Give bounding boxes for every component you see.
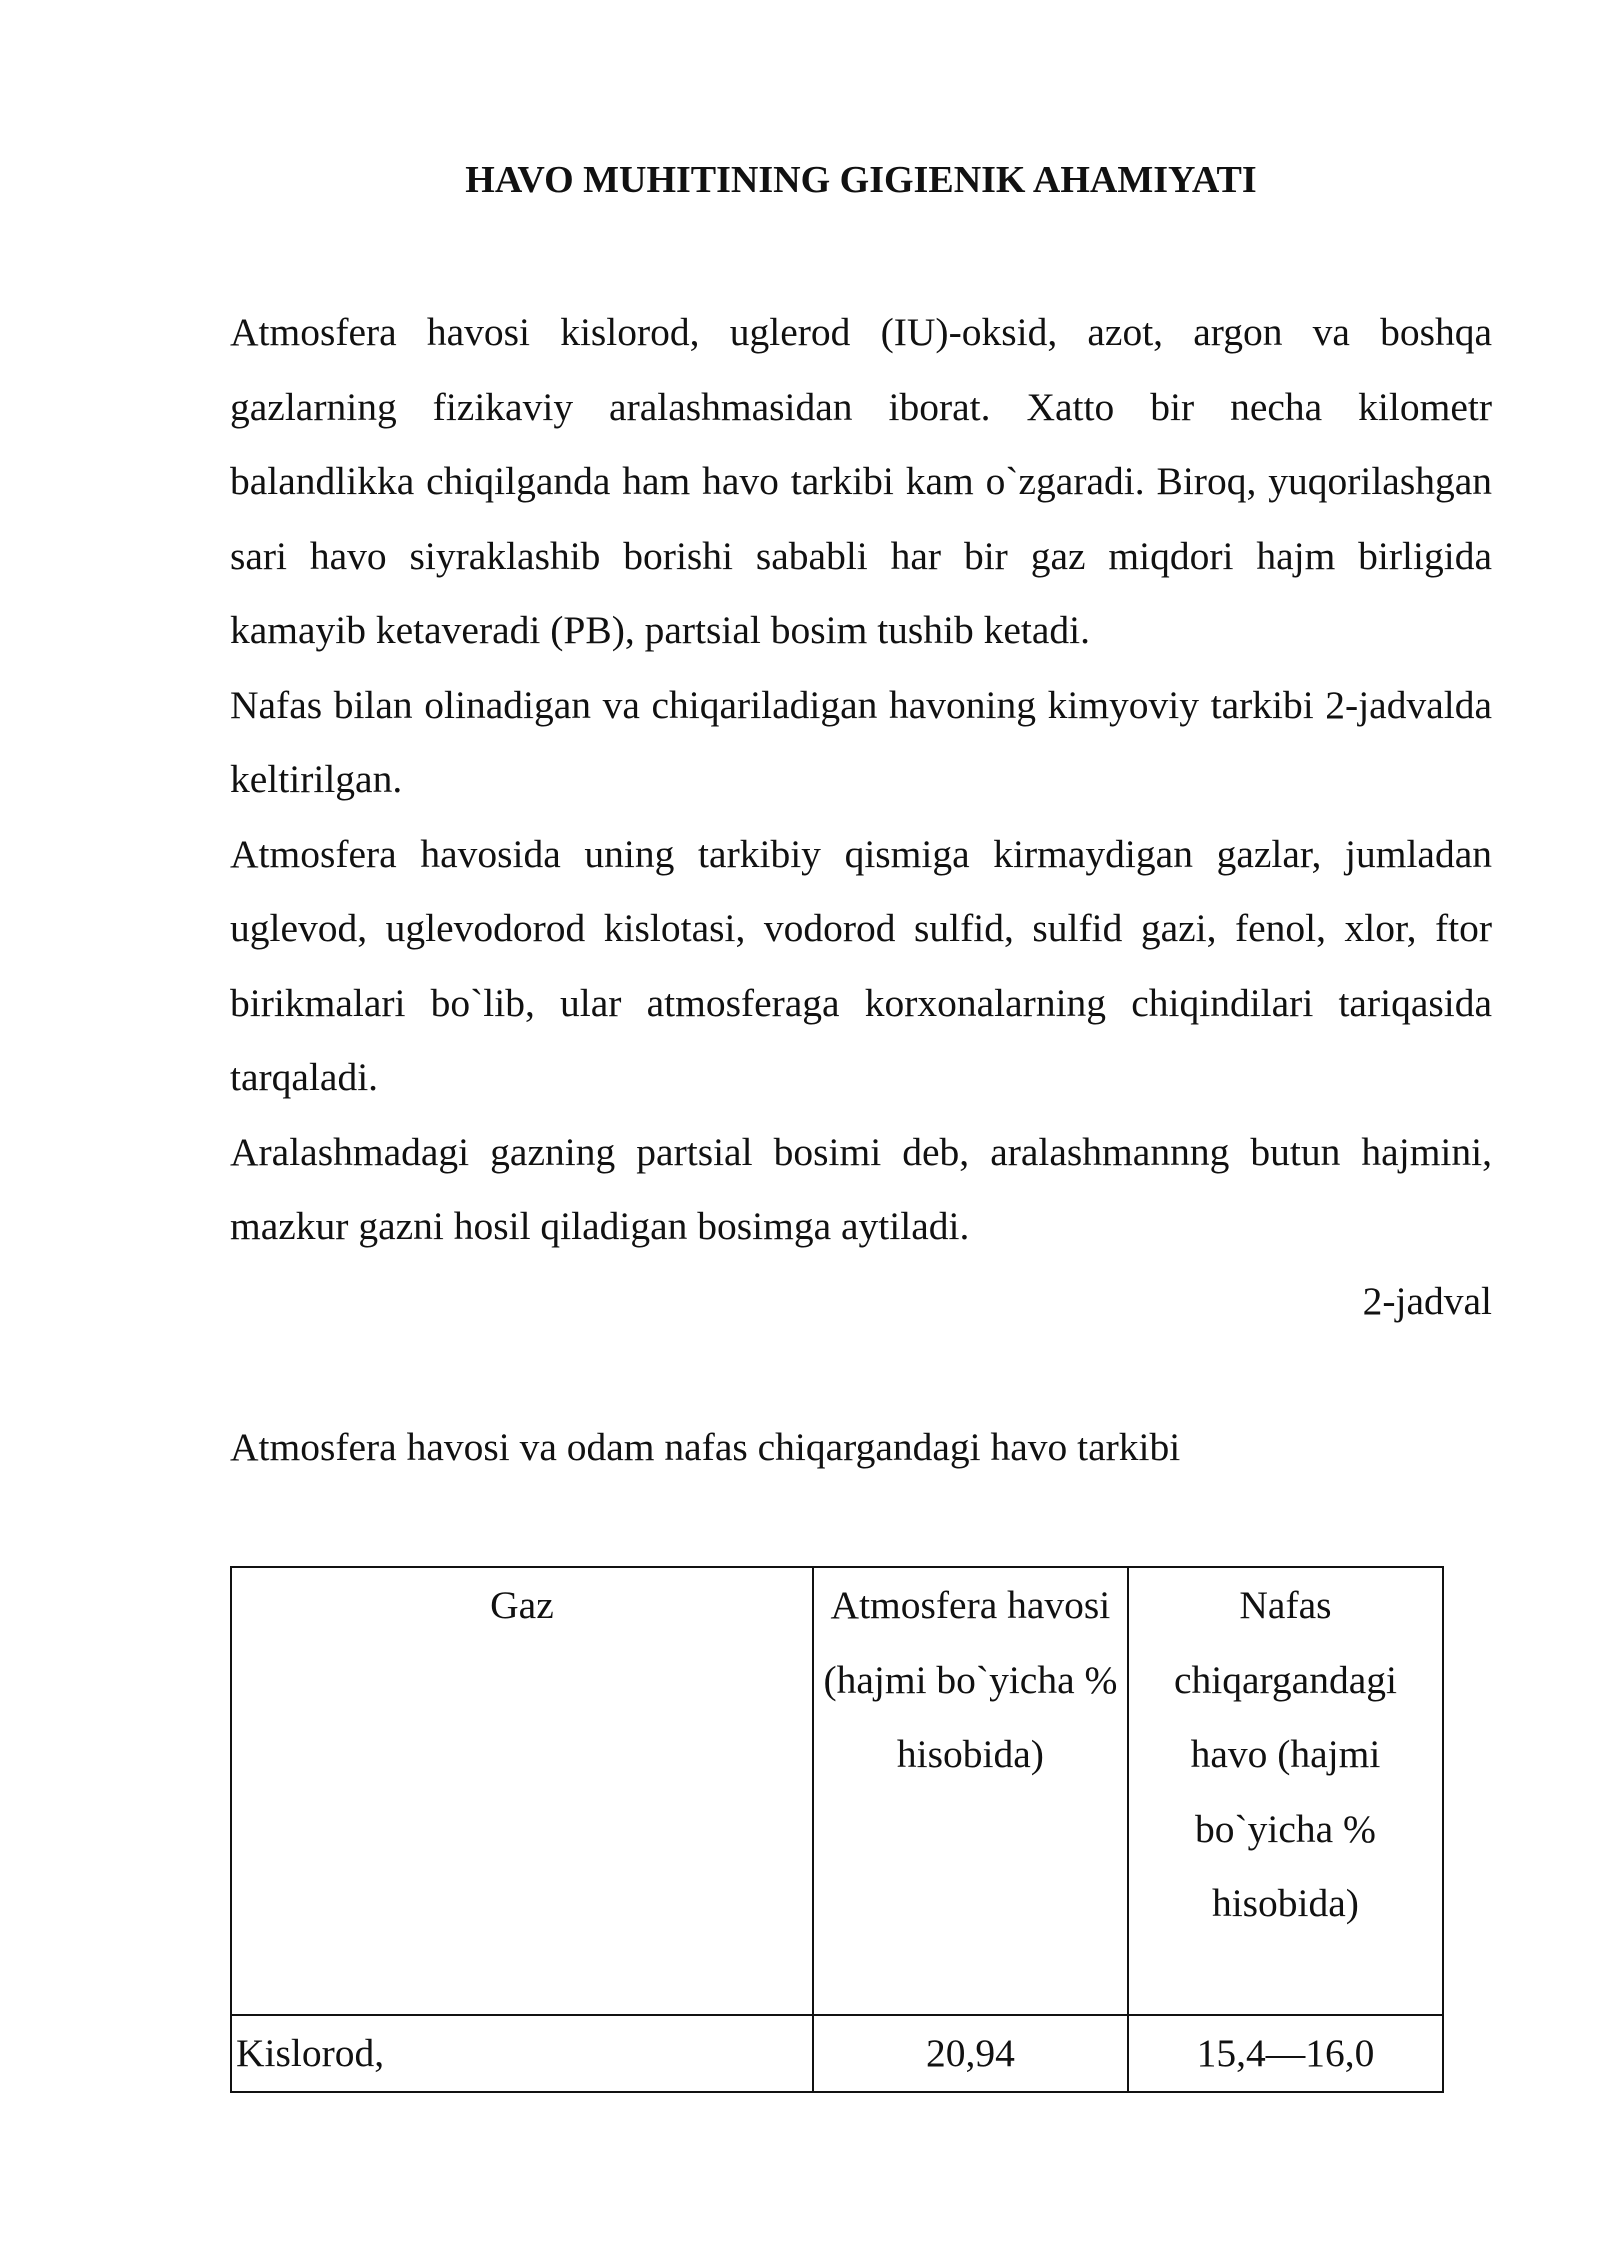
document-title: HAVO MUHITINING GIGIENIK AHAMIYATI <box>465 159 1257 201</box>
header-gas: Gaz <box>231 1567 813 2015</box>
header-exhaled-air: Nafas chiqargandagi havo (hajmi bo`yicha % hisobida) <box>1128 1567 1443 2015</box>
document-body <box>230 295 1492 1338</box>
table-header-row <box>231 1567 1443 2015</box>
paragraph-3: Atmosfera havosida uning tarkibiy qismiga kirmaydigan gazlar, jumladan uglevod, uglevodorod kislotasi, vodorod sulfid, sulfid gazi, fenol, xlor, ftor birikmalari bo`lib, ular atmosferaga korxonalarning chiqindilari tariqasida tarqaladi. <box>230 831 1492 1099</box>
table-caption: Atmosfera havosi va odam nafas chiqargandagi havo tarkibi <box>230 1425 1181 1469</box>
cell-exhaled-value: 15,4—16,0 <box>1128 2015 1443 2092</box>
header-atmospheric-air: Atmosfera havosi (hajmi bo`yicha % hisobida) <box>813 1567 1128 2015</box>
table-row <box>231 2015 1443 2092</box>
paragraph-2: Nafas bilan olinadigan va chiqariladigan havoning kimyoviy tarkibi 2-jadvalda keltirilgan. <box>230 682 1492 801</box>
gas-composition-table <box>230 1566 1444 2093</box>
table-label: 2-jadval <box>1362 1278 1492 1323</box>
paragraph-4: Aralashmadagi gazning partsial bosimi deb, aralashmannng butun hajmini, mazkur gazni hosil qiladigan bosimga aytiladi. <box>230 1129 1492 1248</box>
cell-atmospheric-value: 20,94 <box>813 2015 1128 2092</box>
cell-gas-name: Kislorod, <box>231 2015 813 2092</box>
paragraph-1: Atmosfera havosi kislorod, uglerod (IU)-oksid, azot, argon va boshqa gazlarning fizikaviy aralashmasidan iborat. Xatto bir necha kilometr balandlikka chiqilganda ham havo tarkibi kam o`zgaradi. Biroq, yuqorilashgan sari havo siyraklashib borishi sababli har bir gaz miqdori hajm birligida kamayib ketaveradi (PB), partsial bosim tushib ketadi. <box>230 310 1492 652</box>
